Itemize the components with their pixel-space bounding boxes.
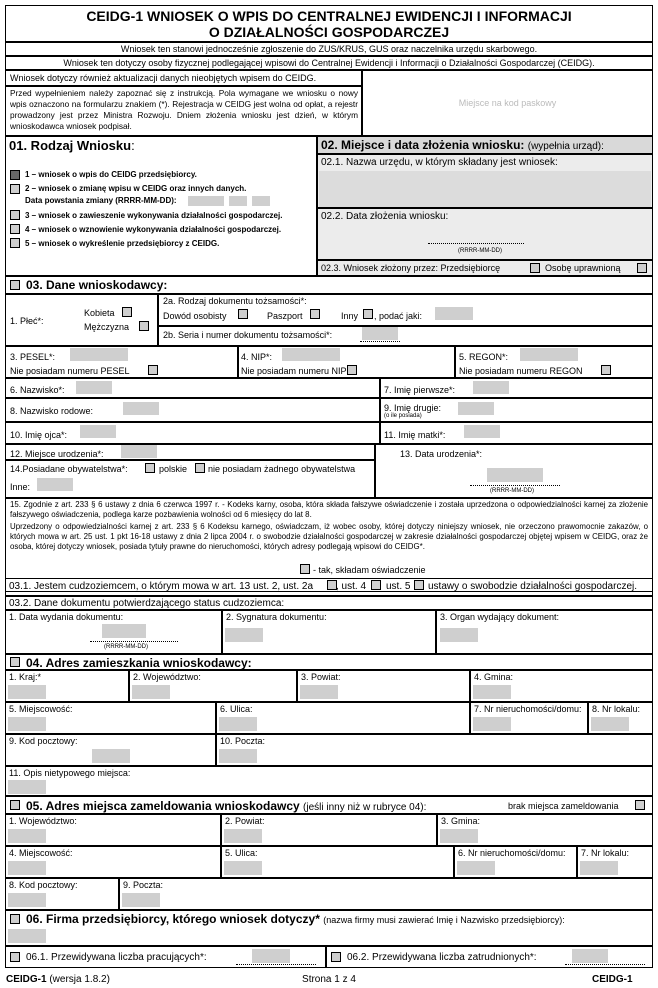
- citizenship-label: 14.Posiadane obywatelstwa*:: [10, 464, 128, 474]
- opt5-checkbox[interactable]: [10, 238, 20, 248]
- pesel-input[interactable]: [70, 348, 128, 361]
- female-label: Kobieta: [84, 308, 115, 318]
- regon-label: 5. REGON*:: [459, 352, 509, 362]
- passport-checkbox[interactable]: [310, 309, 320, 319]
- declaration-text-2: Uprzedzony o odpowiedzialności karnej z art. 233 § 6 Kodeksu karnego, oświadczam, iż wobec osoby, której dotyczy niniejszy wniosek, nie orzeczono prawomocnie zakazów, o których mowa w art. 25 ust. 1 pkt 16-18 ustawy z dnia 2 lipca 2004 r. o swobodzie działalności gospodarczej w zakresie działalności gospodarczej objętej wpisem w CEIDG, oraz że osoba, której dotyczy wniosek, posiada tytuły prawne do nieruchomości, których adresy podlegają wpisowi do CEIDG*.: [10, 522, 648, 551]
- no-nip-checkbox[interactable]: [347, 365, 357, 375]
- opt1-checkbox[interactable]: [10, 170, 20, 180]
- gender-label: 1. Płeć*:: [10, 316, 44, 326]
- nip-input[interactable]: [282, 348, 340, 361]
- male-checkbox[interactable]: [139, 321, 149, 331]
- no-registration-checkbox[interactable]: [635, 800, 645, 810]
- mother-name-label: 11. Imię matki*:: [384, 430, 446, 440]
- reg-post-office-input[interactable]: [122, 893, 160, 907]
- no-citizenship-checkbox[interactable]: [195, 463, 205, 473]
- first-name-input[interactable]: [473, 381, 509, 394]
- declaration-checkbox[interactable]: [300, 564, 310, 574]
- section-06-checkbox[interactable]: [10, 914, 20, 924]
- birthdate-label: 13. Data urodzenia*:: [400, 449, 483, 459]
- doc-issue-date-line: [90, 641, 178, 642]
- reg-postcode-input[interactable]: [8, 893, 46, 907]
- submitted-by-label: 02.3. Wniosek złożony przez: Przedsiębiorcę: [321, 263, 501, 273]
- company-name-input[interactable]: [8, 929, 46, 943]
- reg-commune-label: 3. Gmina:: [441, 816, 481, 826]
- second-name-label: 9. Imię drugie:: [384, 403, 442, 413]
- id-card-label: Dowód osobisty: [163, 311, 227, 321]
- foreigner-doc-label: 03.2. Dane dokumentu potwierdzającego status cudzoziemca:: [9, 598, 285, 609]
- foreigner-ust4-label: , ust. 4: [336, 581, 367, 592]
- other-doc-label: Inny: [341, 311, 359, 321]
- change-date-day[interactable]: [252, 196, 270, 206]
- id-card-checkbox[interactable]: [238, 309, 248, 319]
- note-zus: Wniosek ten stanowi jednocześnie zgłoszenie do ZUS/KRUS, GUS oraz naczelnika urzędu skarbowego.: [120, 44, 538, 54]
- addr-commune-input[interactable]: [473, 685, 511, 699]
- reg-voivodeship-label: 1. Województwo:: [9, 816, 77, 826]
- opt4-label: 4 – wniosek o wznowienie wykonywania działalności gospodarczej.: [25, 225, 282, 234]
- office-name-label: 02.1. Nazwa urzędu, w którym składany jest wniosek:: [321, 157, 558, 168]
- addr-street-input[interactable]: [219, 717, 257, 731]
- pesel-label: 3. PESEL*:: [10, 352, 56, 362]
- reg-postcode-label: 8. Kod pocztowy:: [9, 880, 78, 890]
- employees-line: [565, 964, 645, 965]
- submitted-by-entrepreneur-checkbox[interactable]: [530, 263, 540, 273]
- doc-type-label: 2a. Rodzaj dokumentu tożsamości*:: [163, 296, 307, 306]
- addr-post-office-input[interactable]: [219, 749, 257, 763]
- doc-series-input[interactable]: [362, 327, 398, 340]
- section-05-checkbox[interactable]: [10, 800, 20, 810]
- addr-street-label: 6. Ulica:: [220, 704, 253, 714]
- workers-line: [236, 964, 316, 965]
- no-regon-checkbox[interactable]: [601, 365, 611, 375]
- foreigner-ust5-label: ust. 5: [386, 581, 411, 592]
- passport-label: Paszport: [267, 311, 303, 321]
- no-nip-label: Nie posiadam numeru NIP: [241, 366, 347, 376]
- reg-city-label: 4. Miejscowość:: [9, 848, 73, 858]
- foreigner-ust4-checkbox[interactable]: [371, 580, 381, 590]
- doc-authority-input[interactable]: [440, 628, 478, 642]
- reg-city-input[interactable]: [8, 861, 46, 875]
- other-citizenship-label: Inne:: [10, 482, 31, 492]
- section-03-title: 03. Dane wnioskodawcy:: [26, 278, 168, 292]
- nip-label: 4. NIP*:: [241, 352, 273, 362]
- doc-authority-label: 3. Organ wydający dokument:: [440, 612, 560, 622]
- section-02-title: 02. Miejsce i data złożenia wniosku: (wypełnia urząd):: [321, 138, 604, 152]
- birthdate-input[interactable]: [487, 468, 543, 482]
- other-doc-checkbox[interactable]: [363, 309, 373, 319]
- change-date-year[interactable]: [188, 196, 224, 206]
- surname-label: 6. Nazwisko*:: [10, 385, 65, 395]
- doc-series-line: [360, 341, 400, 342]
- foreigner-label: 03.1. Jestem cudzoziemcem, o którym mowa w art. 13 ust. 2, ust. 2a: [9, 581, 314, 592]
- section-03-checkbox[interactable]: [10, 280, 20, 290]
- polish-citizenship-checkbox[interactable]: [145, 463, 155, 473]
- polish-citizenship-label: polskie: [159, 464, 188, 474]
- foreigner-ust5-checkbox[interactable]: [414, 580, 424, 590]
- declaration-yes-label: - tak, składam oświadczenie: [313, 565, 426, 575]
- reg-county-input[interactable]: [224, 829, 262, 843]
- section-04-title: 04. Adres zamieszkania wnioskodawcy:: [26, 656, 252, 670]
- change-date-month[interactable]: [229, 196, 247, 206]
- other-doc-input[interactable]: [435, 307, 473, 320]
- employees-checkbox[interactable]: [331, 952, 341, 962]
- submit-date-line[interactable]: [428, 243, 524, 244]
- section-05-title: 05. Adres miejsca zameldowania wnioskodawcy (jeśli inny niż w rubryce 04):: [26, 799, 427, 813]
- opt5-label: 5 – wniosek o wykreślenie przedsiębiorcy z CEIDG.: [25, 239, 220, 248]
- other-citizenship-input[interactable]: [37, 478, 73, 491]
- opt3-label: 3 – wniosek o zawieszenie wykonywania działalności gospodarczej.: [25, 211, 283, 220]
- section-04-checkbox[interactable]: [10, 657, 20, 667]
- submit-date-label: 02.2. Data złożenia wniosku:: [321, 211, 449, 222]
- addr-house-label: 7. Nr nieruchomości/domu:: [474, 704, 582, 714]
- reg-post-office-box: [119, 878, 653, 910]
- workers-checkbox[interactable]: [10, 952, 20, 962]
- foreigner-law-label: ustawy o swobodzie działalności gospodarczej.: [428, 581, 638, 592]
- workers-input[interactable]: [252, 949, 290, 963]
- second-name-note: (o ile posiada): [384, 413, 422, 419]
- birthplace-input[interactable]: [121, 445, 157, 458]
- note-update: Wniosek dotyczy również aktualizacji danych nieobjętych wpisem do CEIDG.: [10, 73, 317, 83]
- addr-country-label: 1. Kraj:*: [9, 672, 42, 682]
- female-checkbox[interactable]: [122, 307, 132, 317]
- instructions-text: Przed wypełnieniem należy zapoznać się z instrukcją. Pola wymagane we wniosku o nowy wpis oznaczono na formularzu znakiem (*). Rejestracja w CEIDG jest wolna od opłat, a rejestr prowadzony jest przez Ministra Rozwoju. Dniem złożenia wniosku jest dzień, w którym wnioskodawca wniosek podpisał.: [10, 88, 358, 131]
- footer-form-id-right: CEIDG-1: [592, 974, 633, 985]
- reg-post-office-label: 9. Poczta:: [123, 880, 164, 890]
- submitted-by-authorized-label: Osobę uprawnioną: [545, 263, 621, 273]
- doc-issue-date-label: 1. Data wydania dokumentu:: [9, 612, 124, 622]
- reg-street-label: 5. Ulica:: [225, 848, 258, 858]
- reg-voivodeship-input[interactable]: [8, 829, 46, 843]
- opt1-label: 1 – wniosek o wpis do CEIDG przedsiębiorcy.: [25, 170, 197, 179]
- doc-signature-input[interactable]: [225, 628, 263, 642]
- doc-signature-label: 2. Sygnatura dokumentu:: [226, 612, 327, 622]
- addr-flat-input[interactable]: [591, 717, 629, 731]
- father-name-label: 10. Imię ojca*:: [10, 430, 68, 440]
- addr-voivodeship-label: 2. Województwo:: [133, 672, 201, 682]
- opt3-checkbox[interactable]: [10, 210, 20, 220]
- doc-issue-date-format: (RRRR-MM-DD): [104, 644, 148, 650]
- employees-input[interactable]: [572, 949, 608, 963]
- reg-flat-input[interactable]: [580, 861, 618, 875]
- addr-voivodeship-input[interactable]: [132, 685, 170, 699]
- birth-surname-label: 8. Nazwisko rodowe:: [10, 406, 94, 416]
- section-06-title: 06. Firma przedsiębiorcy, którego wniosek dotyczy* (nazwa firmy musi zawierać Imię i Nazwisko przedsiębiorcy):: [26, 912, 565, 926]
- opt2-checkbox[interactable]: [10, 184, 20, 194]
- addr-county-label: 3. Powiat:: [301, 672, 341, 682]
- addr-house-input[interactable]: [473, 717, 511, 731]
- no-pesel-checkbox[interactable]: [148, 365, 158, 375]
- reg-commune-input[interactable]: [440, 829, 478, 843]
- reg-street-input[interactable]: [224, 861, 262, 875]
- surname-input[interactable]: [76, 381, 112, 394]
- section-01: [5, 136, 317, 276]
- addr-unusual-input[interactable]: [8, 780, 46, 794]
- addr-flat-label: 8. Nr lokalu:: [592, 704, 641, 714]
- reg-county-label: 2. Powiat:: [225, 816, 265, 826]
- birth-surname-input[interactable]: [123, 402, 159, 415]
- declaration-text-1: 15. Zgodnie z art. 233 § 6 ustawy z dnia 6 czerwca 1997 r. - Kodeks karny, osoba, która składa fałszywe oświadczenie i została uprzedzona o odpowiedzialności karnej za złożenie fałszywego oświadczenia, podlega karze pozbawienia wolności od 6 miesięcy do lat 8.: [10, 500, 648, 519]
- footer-form-id: CEIDG-1 (wersja 1.8.2): [6, 974, 110, 985]
- no-registration-label: brak miejsca zameldowania: [508, 801, 619, 811]
- footer-page: Strona 1 z 4: [302, 974, 356, 985]
- second-name-input[interactable]: [458, 402, 494, 415]
- reg-house-label: 6. Nr nieruchomości/domu:: [458, 848, 566, 858]
- employees-label: 06.2. Przewidywana liczba zatrudnionych*:: [347, 952, 537, 963]
- submit-date-format: (RRRR-MM-DD): [458, 248, 502, 254]
- reg-flat-label: 7. Nr lokalu:: [581, 848, 630, 858]
- father-name-input[interactable]: [80, 425, 116, 438]
- barcode-placeholder: Miejsce na kod paskowy: [458, 98, 557, 108]
- no-citizenship-label: nie posiadam żadnego obywatelstwa: [208, 464, 356, 474]
- note-ceidg: Wniosek ten dotyczy osoby fizycznej podlegającej wpisowi do Centralnej Ewidencji i Informacji o Działalności Gospodarczej (CEIDG).: [63, 58, 595, 68]
- mother-name-input[interactable]: [464, 425, 500, 438]
- doc-series-label: 2b. Seria i numer dokumentu tożsamości*:: [163, 330, 333, 340]
- first-name-label: 7. Imię pierwsze*:: [384, 385, 456, 395]
- reg-house-input[interactable]: [457, 861, 495, 875]
- birthplace-label: 12. Miejsce urodzenia*:: [10, 449, 104, 459]
- form-title-line1: CEIDG-1 WNIOSEK O WPIS DO CENTRALNEJ EWIDENCJI I INFORMACJI: [86, 8, 572, 24]
- addr-city-input[interactable]: [8, 717, 46, 731]
- regon-input[interactable]: [520, 348, 578, 361]
- other-doc-specify-label: , podać jaki:: [374, 311, 423, 321]
- addr-city-label: 5. Miejscowość:: [9, 704, 73, 714]
- no-pesel-label: Nie posiadam numeru PESEL: [10, 366, 130, 376]
- section-01-title: 01. Rodzaj Wniosku:: [9, 138, 135, 153]
- workers-label: 06.1. Przewidywana liczba pracujących*:: [26, 952, 207, 963]
- addr-country-input[interactable]: [8, 685, 46, 699]
- opt2-date-label: Data powstania zmiany (RRRR-MM-DD):: [25, 196, 177, 205]
- office-name-input[interactable]: [319, 171, 651, 207]
- addr-postcode-input[interactable]: [92, 749, 130, 763]
- male-label: Mężczyzna: [84, 322, 130, 332]
- addr-commune-label: 4. Gmina:: [474, 672, 514, 682]
- birthdate-format: (RRRR-MM-DD): [490, 488, 534, 494]
- opt2-label: 2 – wniosek o zmianę wpisu w CEIDG oraz innych danych.: [25, 184, 247, 193]
- birthdate-line: [470, 485, 560, 486]
- submitted-by-authorized-checkbox[interactable]: [637, 263, 647, 273]
- addr-postcode-label: 9. Kod pocztowy:: [9, 736, 78, 746]
- form-title-line2: O DZIAŁALNOŚCI GOSPODARCZEJ: [208, 24, 450, 40]
- opt4-checkbox[interactable]: [10, 224, 20, 234]
- addr-post-office-label: 10. Poczta:: [220, 736, 266, 746]
- no-regon-label: Nie posiadam numeru REGON: [459, 366, 583, 376]
- doc-issue-date-input[interactable]: [102, 624, 146, 638]
- addr-unusual-label: 11. Opis nietypowego miejsca:: [9, 768, 131, 778]
- addr-post-office-box: [216, 734, 653, 766]
- addr-county-input[interactable]: [300, 685, 338, 699]
